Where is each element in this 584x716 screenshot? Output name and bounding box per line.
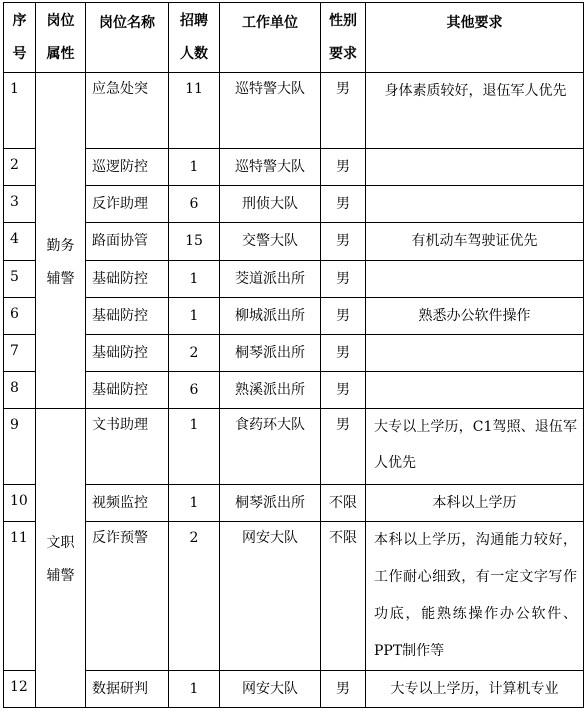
cell-other: 身体素质较好，退伍军人优先 xyxy=(366,73,584,149)
table-row xyxy=(4,223,584,261)
table-row xyxy=(4,522,584,671)
cell-unit: 柳城派出所 xyxy=(220,298,321,335)
table-row xyxy=(4,409,584,485)
cell-seq: 11 xyxy=(4,522,36,671)
cell-gender: 男 xyxy=(321,335,366,372)
cell-other: 本科以上学历 xyxy=(366,485,584,522)
cell-unit: 巡特警大队 xyxy=(220,73,321,149)
header-gender: 性别 要求 xyxy=(321,3,366,73)
cell-unit: 桐琴派出所 xyxy=(220,485,321,522)
cell-other xyxy=(366,335,584,372)
cell-unit: 桐琴派出所 xyxy=(220,335,321,372)
cell-other: 大专以上学历，C1驾照、退伍军人优先 xyxy=(366,409,584,485)
cell-name: 视频监控 xyxy=(86,485,169,522)
cell-count: 11 xyxy=(169,73,220,149)
cell-gender: 男 xyxy=(321,223,366,261)
table-row xyxy=(4,671,584,708)
cell-seq: 8 xyxy=(4,372,36,409)
cell-seq: 12 xyxy=(4,671,36,708)
cell-name: 反诈助理 xyxy=(86,186,169,223)
cell-name: 基础防控 xyxy=(86,261,169,298)
header-seq: 序 号 xyxy=(4,3,36,73)
table-row xyxy=(4,261,584,298)
cell-count: 2 xyxy=(169,335,220,372)
cell-seq: 4 xyxy=(4,223,36,261)
cell-seq: 2 xyxy=(4,149,36,186)
cell-unit: 刑侦大队 xyxy=(220,186,321,223)
cell-name: 基础防控 xyxy=(86,372,169,409)
cell-unit: 茭道派出所 xyxy=(220,261,321,298)
cell-seq: 7 xyxy=(4,335,36,372)
cell-gender: 男 xyxy=(321,409,366,485)
cell-unit: 网安大队 xyxy=(220,671,321,708)
cell-count: 1 xyxy=(169,149,220,186)
cell-gender: 男 xyxy=(321,261,366,298)
cell-seq: 6 xyxy=(4,298,36,335)
cell-gender: 男 xyxy=(321,671,366,708)
cell-count: 2 xyxy=(169,522,220,671)
cell-gender: 不限 xyxy=(321,522,366,671)
header-row xyxy=(4,3,584,73)
table-row xyxy=(4,149,584,186)
cell-other xyxy=(366,186,584,223)
cell-unit: 网安大队 xyxy=(220,522,321,671)
table-row xyxy=(4,372,584,409)
cell-name: 反诈预警 xyxy=(86,522,169,671)
header-unit: 工作单位 xyxy=(220,3,321,73)
cell-count: 6 xyxy=(169,372,220,409)
cell-gender: 男 xyxy=(321,372,366,409)
table-row xyxy=(4,73,584,149)
cell-name: 基础防控 xyxy=(86,335,169,372)
cell-seq: 1 xyxy=(4,73,36,149)
header-name: 岗位名称 xyxy=(86,3,169,73)
cell-other xyxy=(366,261,584,298)
header-count: 招聘 人数 xyxy=(169,3,220,73)
table-row xyxy=(4,335,584,372)
recruitment-table xyxy=(3,2,584,708)
table-row xyxy=(4,485,584,522)
category-civil: 文职 辅警 xyxy=(36,409,86,708)
cell-other xyxy=(366,372,584,409)
cell-name: 路面协管 xyxy=(86,223,169,261)
cell-seq: 5 xyxy=(4,261,36,298)
cell-other: 大专以上学历，计算机专业 xyxy=(366,671,584,708)
cell-gender: 不限 xyxy=(321,485,366,522)
cell-unit: 食药环大队 xyxy=(220,409,321,485)
cell-name: 基础防控 xyxy=(86,298,169,335)
table-row xyxy=(4,186,584,223)
cell-count: 1 xyxy=(169,261,220,298)
cell-unit: 巡特警大队 xyxy=(220,149,321,186)
cell-name: 文书助理 xyxy=(86,409,169,485)
cell-unit: 熟溪派出所 xyxy=(220,372,321,409)
cell-count: 15 xyxy=(169,223,220,261)
cell-name: 应急处突 xyxy=(86,73,169,149)
cell-gender: 男 xyxy=(321,149,366,186)
cell-other: 本科以上学历，沟通能力较好，工作耐心细致，有一定文字写作功底，能熟练操作办公软件、PPT制作等 xyxy=(366,522,584,671)
cell-seq: 3 xyxy=(4,186,36,223)
cell-count: 1 xyxy=(169,298,220,335)
cell-unit: 交警大队 xyxy=(220,223,321,261)
cell-count: 1 xyxy=(169,671,220,708)
cell-seq: 10 xyxy=(4,485,36,522)
cell-other: 有机动车驾驶证优先 xyxy=(366,223,584,261)
cell-gender: 男 xyxy=(321,73,366,149)
cell-count: 1 xyxy=(169,409,220,485)
cell-name: 数据研判 xyxy=(86,671,169,708)
cell-count: 6 xyxy=(169,186,220,223)
cell-name: 巡逻防控 xyxy=(86,149,169,186)
header-category: 岗位 属性 xyxy=(36,3,86,73)
header-other: 其他要求 xyxy=(366,3,584,73)
category-duty: 勤务 辅警 xyxy=(36,73,86,409)
cell-seq: 9 xyxy=(4,409,36,485)
cell-gender: 男 xyxy=(321,186,366,223)
cell-other xyxy=(366,149,584,186)
cell-count: 1 xyxy=(169,485,220,522)
table-row xyxy=(4,298,584,335)
cell-gender: 男 xyxy=(321,298,366,335)
cell-other: 熟悉办公软件操作 xyxy=(366,298,584,335)
